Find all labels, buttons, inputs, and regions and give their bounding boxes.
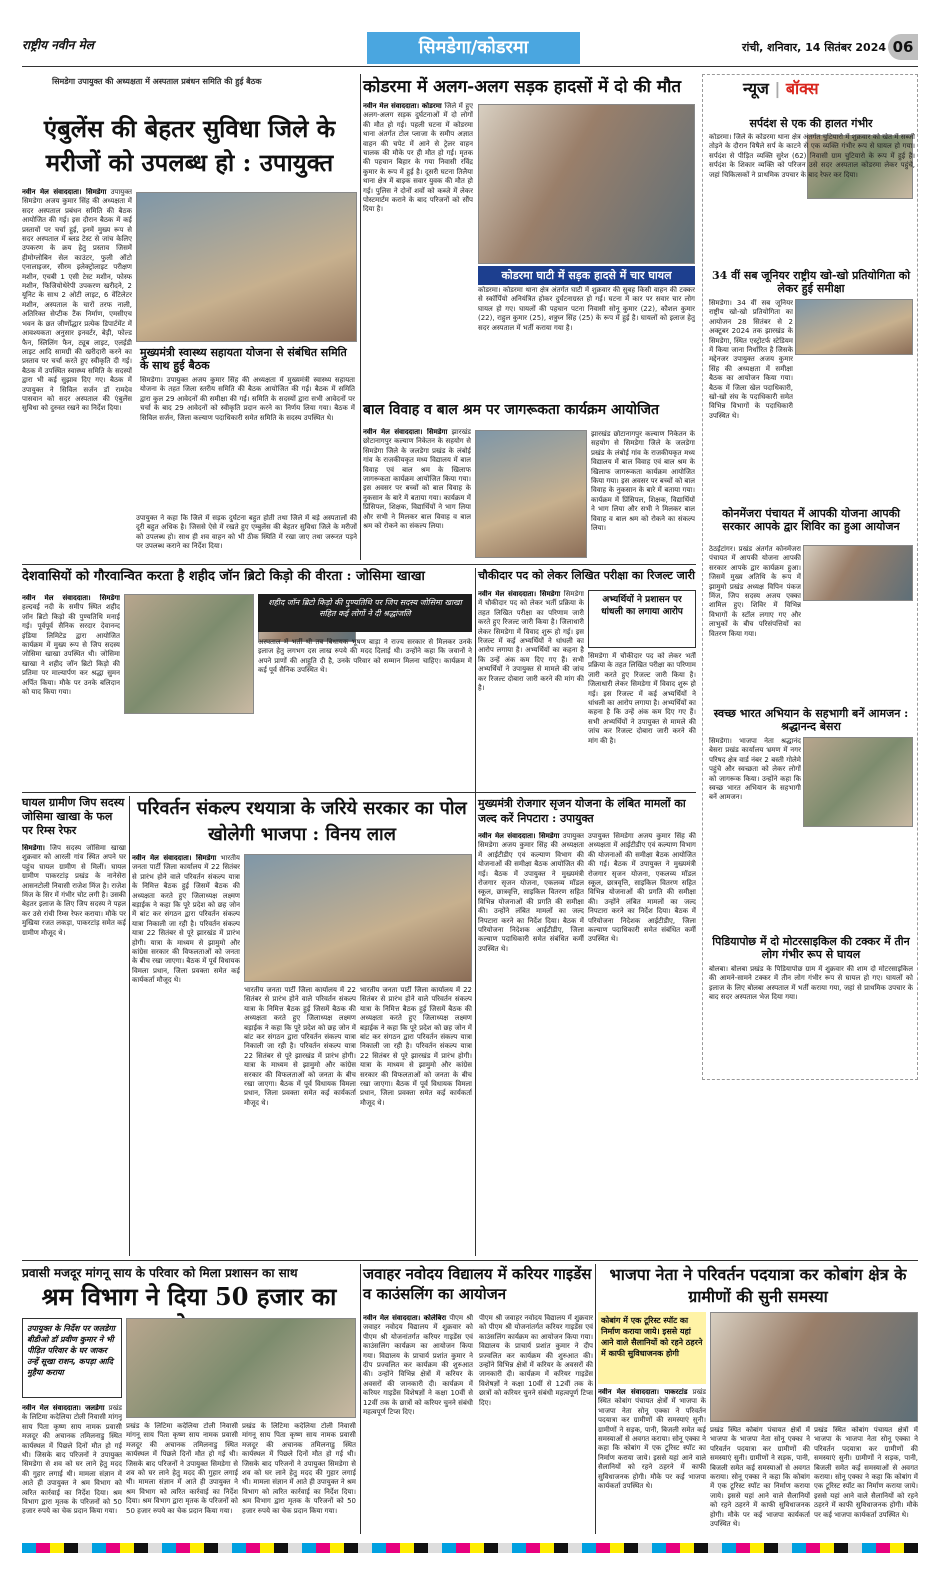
box-item-5-text: बोलबा। बोलबा प्रखंड के पिडियापोछ ग्राम में शुक्रवार की शाम दो मोटरसाइकिल की आमने-सामने टक्कर में तीन लोग गंभीर रूप से घायल हो गए। घायलों को इलाज के लिए बोलबा अस्पताल में भर्ती कराया गया, जहां से प्राथमिक उपचार के बाद सदर अस्पताल भेज दिया गया।: [709, 965, 913, 1002]
story-body: नवीन मेल संवाददाता। जलडेगा प्रखंड के लिटिमा कदेलिया टोली निवासी मांगनू साय पिता कृष्ण साय नामक प्रवासी मजदूर की अचानक तमिलनाडु स्थित कार्यस्थल में पिछले दिनों मौत हो गई थी। जिसके बाद परिजनों ने उपायुक्त सिमडेगा से शव को घर लाने हेतु मदद की गुहार लगाई थी। मामला संज्ञान में आते ही उपायुक्त ने श्रम विभाग को त्वरित कार्रवाई का निर्देश दिया। श्रम विभाग द्वारा मृतक के परिजनों को 50 हजार रुपये का चेक प्रदान किया गया।: [22, 1404, 122, 1516]
story-body-2: सिमडेगा में चौकीदार पद को लेकर भर्ती प्रक्रिया के तहत लिखित परीक्षा का परिणाम जारी करते हुए रिजल्ट जारी किया है। जिलाधारी लेकर सिमडेगा में विवाद शुरू हो गई। इस रिजल्ट में कई अभ्यर्थियों ने धांधली का आरोप लगाया है। अभ्यर्थियों का कहना है कि उन्हें अंक कम दिए गए हैं। सभी अभ्यर्थियों ने उपायुक्त से मामले की जांच कर रिजल्ट दोबारा जारी करने की मांग की है।: [588, 652, 696, 745]
headline: कोडरमा में अलग-अलग सड़क हादसों में दो की मौत: [363, 77, 682, 97]
paper-logo: [22, 34, 142, 54]
headline: परिवर्तन संकल्प रथयात्रा के जरिये सरकार का पोल खोलेगी भाजपा : विनय लाल: [137, 798, 467, 845]
story-labour-cheque: [22, 1264, 356, 1534]
story-body-2: पीएम श्री जवाहर नवोदय विद्यालय में शुक्रवार को पीएम श्री योजनांतर्गत करियर गाइडेंस एवं काउंसलिंग कार्यक्रम का आयोजन किया गया। विद्यालय के प्राचार्य प्रशांत कुमार ने दीप प्रज्वलित कर कार्यक्रम की शुरुआत की। उन्होंने विभिन्न क्षेत्रों में करियर के अवसरों की जानकारी दी। कार्यक्रम में करियर गाइडेंस विशेषज्ञों ने कक्षा 10वीं से 12वीं तक के छात्रों को करियर चुनने संबंधी महत्वपूर्ण टिप्स दिए।: [479, 1314, 593, 1407]
box-item-3-photo: [803, 545, 913, 601]
story-body-3: प्रखंड के लिटिमा कदेलिया टोली निवासी मांगनू साय पिता कृष्ण साय नामक प्रवासी मजदूर की अचानक तमिलनाडु स्थित कार्यस्थल में पिछले दिनों मौत हो गई थी। जिसके बाद परिजनों ने उपायुक्त सिमडेगा से शव को घर लाने हेतु मदद की गुहार लगाई थी। मामला संज्ञान में आते ही उपायुक्त ने श्रम विभाग को त्वरित कार्रवाई का निर्देश दिया। श्रम विभाग द्वारा मृतक के परिजनों को 50 हजार रुपये का चेक प्रदान किया गया।: [242, 1422, 356, 1515]
paper-name: राष्ट्रीय नवीन मेल: [22, 38, 94, 52]
sidebar-quote: उपायुक्त के निर्देश पर जलडेगा बीडीओ डॉ प्रवीण कुमार ने भी पीड़ित परिवार के घर जाकर उन्हें सूखा राशन, कपड़ा आदि मुहैया कराया: [22, 1318, 122, 1398]
box-item-2-headline: 34 वीं सब जूनियर राष्ट्रीय खो-खो प्रतियोगिता को लेकर हुई समीक्षा: [711, 269, 911, 295]
story-navodaya: [363, 1264, 593, 1534]
story-body-3: प्रखंड स्थित कोबांग पंचायत क्षेत्रों में भाजपा के भाजपा नेता सोनू एक्का ने परिवर्तन पदयात्रा कर ग्रामीणों की समस्याएं सुनी। ग्रामीणों ने सड़क, पानी, बिजली समेत कई समस्याओं से अवगत कराया। सोनू एक्का ने कहा कि कोबांग में एक टूरिस्ट स्पॉट का निर्माण कराया जाये। इससे यहां आने वाले सैलानियों को रहने ठहरने में काफी सुविधाजनक होगी। मौके पर कई भाजपा कार्यकर्ता उपस्थित थे।: [814, 1426, 918, 1519]
story-body: नवीन मेल संवाददाता। सिमडेगा भारतीय जनता पार्टी जिला कार्यालय में 22 सितंबर से प्रारंभ होने वाले परिवर्तन संकल्प यात्रा के निमित्त बैठक हुई जिसमें बैठक की अध्यक्षता करते हुए जिलाध्यक्ष लक्ष्मण बड़ाईक ने कहा कि पूरे प्रदेश को छह जोन में बांट कर संगठन द्वारा परिवर्तन संकल्प यात्रा निकाली जा रही है। परिवर्तन संकल्प यात्रा 22 सितंबर से पूरे झारखंड में प्रारंभ होगी। यात्रा के माध्यम से झामुमो और कांग्रेस सरकार की विफलताओं को जनता के बीच रखा जाएगा। बैठक में पूर्व विधायक विमला प्रधान, जिला प्रवक्ता समेत कई कार्यकर्ता मौजूद थे।: [132, 854, 240, 985]
news-box: [702, 74, 918, 1080]
story-ambulance: [22, 74, 357, 560]
column-rule: [475, 568, 476, 1256]
box-item-1-text: कोडरमा। जिले के कोडरमा थाना क्षेत्र अंतर्गत चुटियारो में शुक्रवार को खेत में सब्जी तोड़ने के दौरान विषैले सर्प के काटने से एक व्यक्ति गंभीर रूप से घायल हो गया। सर्पदंश से पीड़ित व्यक्ति सुरेश (62) निवासी ग्राम चुटियारो के रूप में हुई है। सर्पदंश के शिकार व्यक्ति को परिजन उसे सदर अस्पताल कोडरमा लेकर पहुंचे, जहां चिकित्सकों ने प्राथमिक उपचार के बाद रेफर कर दिया।: [709, 133, 915, 179]
headline: घायल ग्रामीण जिप सदस्य जोसिमा खाखा के फल पर रिम्स रेफर: [22, 796, 125, 837]
box-item-1-headline: सर्पदंश से एक की हालत गंभीर: [749, 117, 873, 130]
story-body: नवीन मेल संवाददाता। सिमडेगा झारखंड छोटानागपुर कल्याण निकेतन के सहयोग से सिमडेगा जिले के जलडेगा प्रखंड के लंबोई गांव के राजकीयकृत मध्य विद्यालय में बाल विवाह एवं बाल श्रम के खिलाफ जागरूकता कार्यक्रम आयोजित किया गया। इस अवसर पर बच्चों को बाल विवाह के नुकसान के बारे में बताया गया। कार्यक्रम में प्रिंसिपल, शिक्षक, विद्यार्थियों ने भाग लिया और सभी ने मिलकर बाल विवाह व बाल श्रम को रोकने का संकल्प लिया।: [363, 428, 471, 531]
column-rule: [595, 1264, 596, 1534]
story-body-2: उपायुक्त सिमडेगा अजय कुमार सिंह की अध्यक्षता में आईटीडीए एवं कल्याण विभाग की योजनाओं की समीक्षा बैठक आयोजित की गई। बैठक में उपायुक्त ने मुख्यमंत्री रोजगार सृजन योजना, एकलव्य मॉडल स्कूल, छात्रवृत्ति, साइकिल वितरण सहित विभिन्न योजनाओं की प्रगति की समीक्षा की। उन्होंने लंबित मामलों का जल्द निपटारा करने का निर्देश दिया। बैठक में परियोजना निदेशक आईटीडीए, जिला कल्याण पदाधिकारी समेत संबंधित कर्मी उपस्थित थे।: [588, 832, 696, 944]
story-body: नवीन मेल संवाददाता। सिमडेगा उपायुक्त सिमडेगा अजय कुमार सिंह की अध्यक्षता में सदर अस्पताल प्रबंधन समिति की बैठक आयोजित की गई। इस दौरान बैठक में कई प्रस्तावों पर चर्चा हुई, इनमें मुख्य रूप से सदर अस्पताल में ब्लड टेस्ट से जांच केलिए उपकरण के क्रय हेतु प्रस्ताव जिसमें हीमोग्लोबिन सेल काउंटर, फुली ऑटो एनालाइजर, सीरम इलेक्ट्रोलाइट परीक्षण मशीन, एचबी 1 एसी टेस्ट मशीन, फोस्फ मशीन, फिजियोथेरेपी उपकरण खरीदने, 2 यूनिट के साथ 2 ओटी लाइट, 6 वेंटिलेटर मशीन, अस्पताल के चारों तरफ नाली, अतिरिक्त सेप्टीक टैंक निर्माण, एमसीएच भवन के छत जीर्णोद्धार प्रत्येक डिपार्टमेंट में आवश्यकता अनुसार इनवर्टर, बेड़ी, फोल्ड फैन, स्लिलिंग फैन, ट्यूब लाइट, एलईडी लाइट आदि सामग्री की खरीदारी करने का प्रस्ताव पर चर्चा करते हुए स्वीकृति दी गई। बैठक में उपस्थित स्वास्थ्य समिति के सदस्यों द्वारा भी कई सुझाव दिए गए। बैठक में उपायुक्त ने सिविल सर्जन डॉ रामदेव पासवान को सदर अस्पताल की एंबुलेंस सुविधा को दुरुस्त रखने का निर्देश दिया।: [22, 188, 132, 413]
story-body-3: भारतीय जनता पार्टी जिला कार्यालय में 22 सितंबर से प्रारंभ होने वाले परिवर्तन संकल्प यात्रा के निमित्त बैठक हुई जिसमें बैठक की अध्यक्षता करते हुए जिलाध्यक्ष लक्ष्मण बड़ाईक ने कहा कि पूरे प्रदेश को छह जोन में बांट कर संगठन द्वारा परिवर्तन संकल्प यात्रा निकाली जा रही है। परिवर्तन संकल्प यात्रा 22 सितंबर से पूरे झारखंड में प्रारंभ होगी। यात्रा के माध्यम से झामुमो और कांग्रेस सरकार की विफलताओं को जनता के बीच रखा जाएगा। बैठक में पूर्व विधायक विमला प्रधान, जिला प्रवक्ता समेत कई कार्यकर्ता मौजूद थे।: [360, 986, 472, 1107]
box-item-2-photo: [795, 299, 913, 355]
col3-body: उपायुक्त ने कहा कि जिले में सड़क दुर्घटना बहुत होती तथा जिले में बड़े अस्पतालों की दूरी बहुत अधिक है। जिससे ऐसे में रखते हुए एम्बुलेंस की बेहतर सुविधा जिले के मरीजों को उपलब्ध हो। साथ ही शव वाहन को भी ठीक स्थिति में रखा जाए तथा जरूरत पड़ने पर उपलब्ध कराने का निर्देश दिया।: [136, 514, 357, 551]
sub-headline: मुख्यमंत्री स्वास्थ्य सहायता योजना से संबंधित समिति के साथ हुई बैठक: [140, 346, 347, 372]
story-rojgar-srijan: [478, 796, 696, 1258]
meeting-photo: [136, 192, 357, 342]
headline: भाजपा नेता ने परिवर्तन पदयात्रा कर कोबांग क्षेत्र के ग्रामीणों की सुनी समस्या: [609, 1265, 907, 1306]
headline: मुख्यमंत्री रोजगार सृजन योजना के लंबित मामलों का जल्द करें निपटारा : उपायुक्त: [478, 797, 686, 825]
sub-body: सिमडेगा। उपायुक्त अजय कुमार सिंह की अध्यक्षता में मुख्यमंत्री स्वास्थ्य सहायता योजना के तहत जिला स्तरीय समिति की बैठक आयोजित की गई। बैठक में समिति द्वारा कुल 29 आवेदनों की समीक्षा की गई। समिति के सदस्यों द्वारा सभी आवेदनों पर चर्चा के बाद 29 आवेदनों को स्वीकृति प्रदान करने का निर्णय लिया गया। बैठक में सिविल सर्जन, जिला कल्याण पदाधिकारी समेत समिति के सदस्य उपस्थित थे।: [140, 376, 355, 422]
story-injured-villager: [22, 796, 126, 1258]
pullquote: अभ्यर्थियों ने प्रशासन पर धांधली का लगाया आरोप: [588, 590, 696, 648]
dateline: रांची, शनिवार, 14 सितंबर 2024: [741, 41, 886, 54]
story-chowkidar: [478, 568, 696, 790]
box-item-4-text: सिमडेगा। भाजपा नेता श्रद्धानंद बेसरा प्रखंड कार्यालय भ्रमण में नगर परिषद क्षेत्र वार्ड नंबर 2 बस्ती गोलेमे पहुंचे और स्वच्छता को लेकर लोगों को जागरूक किया। उन्होंने कहा कि स्वच्छ भारत अभियान के सहभागी बनें आमजन।: [709, 737, 801, 802]
photo-caption: कोडरमा घाटी में सड़क हादसे में चार घायल: [478, 266, 695, 285]
photo-story-body: कोडरमा। कोडरमा थाना क्षेत्र अंतर्गत घाटी में शुक्रवार की सुबह किसी वाहन की टक्कर से स्कॉर्पियो अनियंत्रित होकर दुर्घटनाग्रस्त हो गई। घटना में कार पर सवार चार लोग घायल हो गए। घायलों की पहचान पटना निवासी सोनू कुमार (22), कौशल कुमार (22), राहुल कुमार (25), शत्रुघ्न सिंह (25) के रूप में हुई है। घायलों को इलाज हेतु सदर अस्पताल में भर्ती कराया गया है।: [478, 286, 695, 332]
bjp-meeting-photo: [244, 854, 472, 982]
headline: श्रम विभाग ने दिया 50 हजार का: [41, 1282, 337, 1311]
section-banner: [367, 32, 580, 64]
story-body-2: भारतीय जनता पार्टी जिला कार्यालय में 22 सितंबर से प्रारंभ होने वाले परिवर्तन संकल्प यात्रा के निमित्त बैठक हुई जिसमें बैठक की अध्यक्षता करते हुए जिलाध्यक्ष लक्ष्मण बड़ाईक ने कहा कि पूरे प्रदेश को छह जोन में बांट कर संगठन द्वारा परिवर्तन संकल्प यात्रा निकाली जा रही है। परिवर्तन संकल्प यात्रा 22 सितंबर से पूरे झारखंड में प्रारंभ होगी। यात्रा के माध्यम से झामुमो और कांग्रेस सरकार की विफलताओं को जनता के बीच रखा जाएगा। बैठक में पूर्व विधायक विमला प्रधान, जिला प्रवक्ता समेत कई कार्यकर्ता मौजूद थे।: [244, 986, 356, 1107]
box-item-3-headline: कोनमेंजरा पंचायत में आपकी योजना आपकी सरकार आपके द्वार शिविर का हुआ आयोजन: [722, 507, 900, 533]
story-parivartan-yatra: [132, 796, 472, 1258]
kicker: सिमडेगा उपायुक्त की अध्यक्षता में अस्पताल प्रबंधन समिति की हुई बैठक: [52, 77, 262, 86]
box-item-4-photo: [803, 737, 913, 827]
story-child-marriage: [363, 400, 695, 560]
cheque-photo: [126, 1318, 356, 1418]
headline: देशवासियों को गौरवान्वित करता है शहीद जॉन ब्रिटो किड़ो की वीरता : जोसिमा खाखा: [22, 569, 425, 584]
row-rule: [22, 1260, 918, 1261]
story-body: नवीन मेल संवाददाता। सिमडेगा हल्दवई नदी के समीप स्थित शहीद जॉन ब्रिटो किड़ो की पुण्यतिथि मनाई गई। पूर्वपूर्व सैनिक सरदार देवानन्द इंडिया लिमिटेड द्वारा आयोजित कार्यक्रम में मुख्य रूप से जिप सदस्य जोसिमा खाखा उपस्थित थी। जोसिमा खाखा ने शहीद जॉन ब्रिटो किड़ो की प्रतिमा पर माल्यार्पण कर श्रद्धा सुमन अर्पित किया। मौके पर उनके बलिदान को याद किया गया।: [22, 594, 120, 697]
accident-photo: [478, 104, 695, 264]
photo-caption: शहीद जॉन ब्रिटो किड़ो की पुण्यतिथि पर जिप सदस्य जोसिमा खाखा सहित कई लोगों ने दी श्रद्धांजलि: [258, 594, 472, 632]
box-item-2-text: सिमडेगा। 34 वीं सब जूनियर राष्ट्रीय खो-खो प्रतियोगिता का आयोजन 28 सितंबर से 2 अक्टूबर 2024 तक झारखंड के सिमडेगा, स्थित एस्ट्रोटर्फ स्टेडियम में किया जाना निर्धारित है जिसके मद्देनजर उपायुक्त अजय कुमार सिंह की अध्यक्षता में समीक्षा बैठक का आयोजन किया गया। बैठक में जिला खेल पदाधिकारी, खो-खो संघ के पदाधिकारी समेत विभिन्न विभागों के पदाधिकारी उपस्थित थे।: [709, 299, 793, 420]
box-item-5-headline: पिडियापोछ में दो मोटरसाइकिल की टक्कर में तीन लोग गंभीर रूप से घायल: [712, 935, 910, 961]
headline: चौकीदार पद को लेकर लिखित परीक्षा का रिजल्ट जारी: [478, 569, 696, 582]
story-body-2: अस्पताल में भर्ती थी तब बिधायक भूषण बाड़ा ने राज्य सरकार से मिलकर उनके इलाज हेतु लगभग दस लाख रुपये की मदद दिलाई थी। उन्होंने कहा कि जवानों ने अपने प्राणों की आहुति दी है, उनके परिवार को सम्मान मिलना चाहिए। कार्यक्रम में कई पूर्व सैनिक उपस्थित थे।: [258, 638, 472, 675]
kicker: प्रवासी मजदूर मांगनू साय के परिवार को मिला प्रशासन का साथ: [22, 1266, 298, 1280]
story-body-2: प्रखंड स्थित कोबांग पंचायत क्षेत्रों में भाजपा के भाजपा नेता सोनू एक्का ने परिवर्तन पदयात्रा कर ग्रामीणों की समस्याएं सुनी। ग्रामीणों ने सड़क, पानी, बिजली समेत कई समस्याओं से अवगत कराया। सोनू एक्का ने कहा कि कोबांग में एक टूरिस्ट स्पॉट का निर्माण कराया जाये। इससे यहां आने वाले सैलानियों को रहने ठहरने में काफी सुविधाजनक होगी। मौके पर कई भाजपा कार्यकर्ता उपस्थित थे।: [710, 1426, 810, 1529]
story-body-2: झारखंड छोटानागपुर कल्याण निकेतन के सहयोग से सिमडेगा जिले के जलडेगा प्रखंड के लंबोई गांव के राजकीयकृत मध्य विद्यालय में बाल विवाह एवं बाल श्रम के खिलाफ जागरूकता कार्यक्रम आयोजित किया गया। इस अवसर पर बच्चों को बाल विवाह के नुकसान के बारे में बताया गया। कार्यक्रम में प्रिंसिपल, शिक्षक, विद्यार्थियों ने भाग लिया और सभी ने मिलकर बाल विवाह व बाल श्रम को रोकने का संकल्प लिया।: [591, 430, 695, 533]
print-color-bar: [22, 1540, 918, 1556]
story-body: सिमडेगा। जिप सदस्य जोसिमा खाखा शुक्रवार को आरली गांव स्थित अपने घर पहुंच घायल ग्रामीण से मिलीं। घायल ग्रामीण पाकरटांड़ प्रखंड के नानेसेरा आसनटोली निवासी राजेश मिंज है। राजेश मिंज के सिर में गंभीर चोट लगी है। उसकी बेहतर इलाज के लिए जिप सदस्य ने पहल कर उसे रांची रिम्स रेफर कराया। मौके पर मुखिया रजत लकड़ा, पाकरटांड़ समेत कई ग्रामीण मौजूद थे।: [22, 844, 126, 937]
story-body: नवीन मेल संवाददाता। कोलेबिरा पीएम श्री जवाहर नवोदय विद्यालय में शुक्रवार को पीएम श्री योजनांतर्गत करियर गाइडेंस एवं काउंसलिंग कार्यक्रम का आयोजन किया गया। विद्यालय के प्राचार्य प्रशांत कुमार ने दीप प्रज्वलित कर कार्यक्रम की शुरुआत की। उन्होंने विभिन्न क्षेत्रों में करियर के अवसरों की जानकारी दी। कार्यक्रम में करियर गाइडेंस विशेषज्ञों ने कक्षा 10वीं से 12वीं तक के छात्रों को करियर चुनने संबंधी महत्वपूर्ण टिप्स दिए।: [363, 1314, 473, 1417]
tribute-photo: [124, 594, 254, 714]
box-item-4-headline: स्वच्छ भारत अभियान के सहभागी बनें आमजन : श्रद्धानन्द बेसरा: [713, 707, 909, 733]
column-rule: [360, 1264, 361, 1534]
headline: एंबुलेंस की बेहतर सुविधा जिले के मरीजों को उपलब्ध हो : उपायुक्त: [43, 114, 336, 177]
story-body: नवीन मेल संवाददाता। कोडरमा जिले में हुए अलग-अलग सड़क दुर्घटनाओं में दो लोगों की मौत हो गई। पहली घटना में कोडरमा थाना अंतर्गत टोल प्लाजा के समीप अज्ञात वाहन की चपेट में आने से ट्रेलर वाहन चालक की मौके पर ही मौत हो गई। मृतक की पहचान बिहार के गया निवासी रविंद्र कुमार के रूप में हुई है। दूसरी घटना तिलैया थाना क्षेत्र में बाइक सवार युवक की मौत हो गई। पुलिस ने दोनों शवों को कब्जे में लेकर पोस्टमार्टम कराने के बाद परिजनों को सौंप दिया है।: [363, 102, 473, 214]
story-body: नवीन मेल संवाददाता। सिमडेगा उपायुक्त सिमडेगा अजय कुमार सिंह की अध्यक्षता में आईटीडीए एवं कल्याण विभाग की योजनाओं की समीक्षा बैठक आयोजित की गई। बैठक में उपायुक्त ने मुख्यमंत्री रोजगार सृजन योजना, एकलव्य मॉडल स्कूल, छात्रवृत्ति, साइकिल वितरण सहित विभिन्न योजनाओं की प्रगति की समीक्षा की। उन्होंने लंबित मामलों का जल्द निपटारा करने का निर्देश दिया। बैठक में परियोजना निदेशक आईटीडीए, जिला कल्याण पदाधिकारी समेत संबंधित कर्मी उपस्थित थे।: [478, 832, 584, 953]
highlight-box: कोबांग में एक टूरिस्ट स्पॉट का निर्माण कराया जाये। इससे यहां आने वाले सैलानियों को रहने ठहरने में काफी सुविधाजनक होगी: [598, 1312, 706, 1384]
masthead: [0, 0, 945, 70]
box-item-3-text: ठेठईटांगर। प्रखंड अंतर्गत कोनमेंजरा पंचायत में आपकी योजना आपकी सरकार आपके द्वार कार्यक्रम हुआ। जिसमें मुख्य अतिथि के रूप में झामुमो प्रखंड अध्यक्ष विपिन पंकज मिंज, जिप सदस्य अजय एक्का शामिल हुए। शिविर में विभिन्न विभागों के स्टॉल लगाए गए और लाभुकों के बीच परिसंपत्तियों का वितरण किया गया।: [709, 545, 801, 638]
story-koderma-accident: [363, 74, 695, 394]
page-number: 06: [888, 34, 918, 60]
padyatra-photo: [710, 1312, 918, 1422]
story-martyr: [22, 568, 472, 790]
story-body-2: प्रखंड के लिटिमा कदेलिया टोली निवासी मांगनू साय पिता कृष्ण साय नामक प्रवासी मजदूर की अचानक तमिलनाडु स्थित कार्यस्थल में पिछले दिनों मौत हो गई थी। जिसके बाद परिजनों ने उपायुक्त सिमडेगा से शव को घर लाने हेतु मदद की गुहार लगाई थी। मामला संज्ञान में आते ही उपायुक्त ने श्रम विभाग को त्वरित कार्रवाई का निर्देश दिया। श्रम विभाग द्वारा मृतक के परिजनों को 50 हजार रुपये का चेक प्रदान किया गया।: [126, 1422, 238, 1515]
story-kobang: [598, 1264, 918, 1534]
section-name: सिमडेगा/कोडरमा: [418, 37, 529, 58]
awareness-photo: [475, 430, 587, 558]
story-body: नवीन मेल संवाददाता। पाकरटांड प्रखंड स्थित कोबांग पंचायत क्षेत्रों में भाजपा के भाजपा नेता सोनू एक्का ने परिवर्तन पदयात्रा कर ग्रामीणों की समस्याएं सुनी। ग्रामीणों ने सड़क, पानी, बिजली समेत कई समस्याओं से अवगत कराया। सोनू एक्का ने कहा कि कोबांग में एक टूरिस्ट स्पॉट का निर्माण कराया जाये। इससे यहां आने वाले सैलानियों को रहने ठहरने में काफी सुविधाजनक होगी। मौके पर कई भाजपा कार्यकर्ता उपस्थित थे।: [598, 1388, 706, 1491]
row-rule: [22, 564, 696, 565]
column-rule: [360, 74, 361, 560]
headline: जवाहर नवोदय विद्यालय में करियर गाइडेंस व काउंसलिंग का आयोजन: [363, 1265, 592, 1303]
masthead-rule: [22, 66, 918, 67]
row-rule: [22, 792, 696, 793]
news-box-title: न्यूज | बॉक्स: [743, 79, 819, 98]
column-rule: [129, 796, 130, 1256]
story-body: नवीन मेल संवाददाता। सिमडेगा सिमडेगा में चौकीदार पद को लेकर भर्ती प्रक्रिया के तहत लिखित परीक्षा का परिणाम जारी करते हुए रिजल्ट जारी किया है। जिलाधारी लेकर सिमडेगा में विवाद शुरू हो गई। इस रिजल्ट में कई अभ्यर्थियों ने धांधली का आरोप लगाया है। अभ्यर्थियों का कहना है कि उन्हें अंक कम दिए गए हैं। सभी अभ्यर्थियों ने उपायुक्त से मामले की जांच कर रिजल्ट दोबारा जारी करने की मांग की है।: [478, 590, 584, 693]
headline: बाल विवाह व बाल श्रम पर जागरूकता कार्यक्रम आयोजित: [363, 402, 660, 418]
